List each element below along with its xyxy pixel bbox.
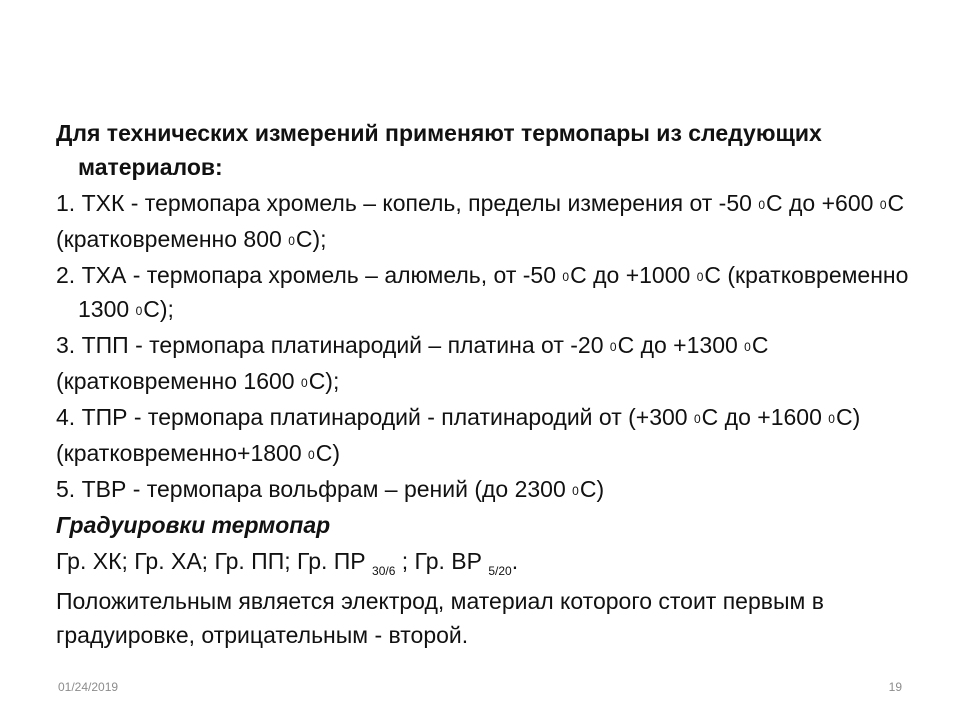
- degree-superscript: 0: [308, 448, 315, 462]
- item-text: С до +600: [766, 190, 880, 216]
- degree-superscript: 0: [744, 340, 751, 354]
- list-item-tpr-note: [56, 436, 916, 470]
- item-text: (кратковременно+1800: [56, 440, 309, 466]
- degree-superscript: 0: [828, 412, 835, 426]
- item-text: С);: [308, 368, 340, 394]
- item-text: 2. ТХА - термопара хромель – алюмель, от -50: [56, 262, 563, 288]
- item-text: Гр. ХК; Гр. ХА; Гр. ПП; Гр. ПР: [56, 548, 373, 574]
- list-item-txk: [56, 186, 916, 220]
- slide-content: [56, 116, 916, 654]
- item-text: (кратковременно 800: [56, 226, 289, 252]
- conclusion-text: Положительным является электрод, материал которого стоит первым в градуировке, отрицательным - второй.: [56, 588, 824, 648]
- item-text: С): [835, 404, 861, 430]
- item-text: (кратковременно 1600: [56, 368, 301, 394]
- intro-heading: Для технических измерений применяют термопары из следующих материалов:: [56, 120, 822, 180]
- degree-superscript: 0: [696, 270, 704, 284]
- degree-superscript: 0: [562, 270, 570, 284]
- footer-date: 01/24/2019: [58, 680, 119, 694]
- degree-superscript: 0: [693, 412, 701, 426]
- degree-superscript: 0: [879, 198, 887, 212]
- degree-superscript: 0: [609, 340, 617, 354]
- item-text: С: [751, 332, 769, 358]
- degree-superscript: 0: [301, 376, 308, 390]
- list-item-tvr: [56, 472, 916, 506]
- item-text: С до +1000: [570, 262, 697, 288]
- item-text: 5. ТВР - термопара вольфрам – рений (до 2300: [56, 476, 573, 502]
- list-item-tpp: [56, 328, 916, 362]
- item-text: С): [579, 476, 605, 502]
- item-text: С до +1600: [701, 404, 829, 430]
- item-text: С);: [295, 226, 327, 252]
- graduation-heading: Градуировки термопар: [56, 512, 331, 538]
- item-text: 3. ТПП - термопара платинародий – платина от -20: [56, 332, 610, 358]
- item-text: С: [887, 190, 905, 216]
- item-text: С);: [143, 296, 174, 322]
- degree-superscript: 0: [288, 234, 295, 248]
- item-text: 1. ТХК - термопара хромель – копель, пределы измерения от -50: [56, 190, 759, 216]
- slide-number: 19: [888, 680, 902, 694]
- item-text: С (кратковременно 1300: [78, 262, 909, 322]
- list-item-txk-note: [56, 222, 916, 256]
- degree-superscript: 0: [135, 304, 143, 318]
- list-item-txa: [56, 258, 916, 326]
- item-text: С): [315, 440, 341, 466]
- list-item-tpr: [56, 400, 916, 434]
- degree-superscript: 0: [572, 484, 579, 498]
- item-text: С до +1300: [617, 332, 745, 358]
- item-text: ; Гр. ВР: [395, 548, 489, 574]
- graduation-subscript: 30/6: [372, 564, 396, 578]
- item-text: .: [511, 548, 519, 574]
- graduation-list: [56, 544, 916, 582]
- item-text: 4. ТПР - термопара платинародий - платинародий от (+300: [56, 404, 694, 430]
- degree-superscript: 0: [758, 198, 765, 212]
- graduation-subscript: 5/20: [488, 564, 512, 578]
- list-item-tpp-note: [56, 364, 916, 398]
